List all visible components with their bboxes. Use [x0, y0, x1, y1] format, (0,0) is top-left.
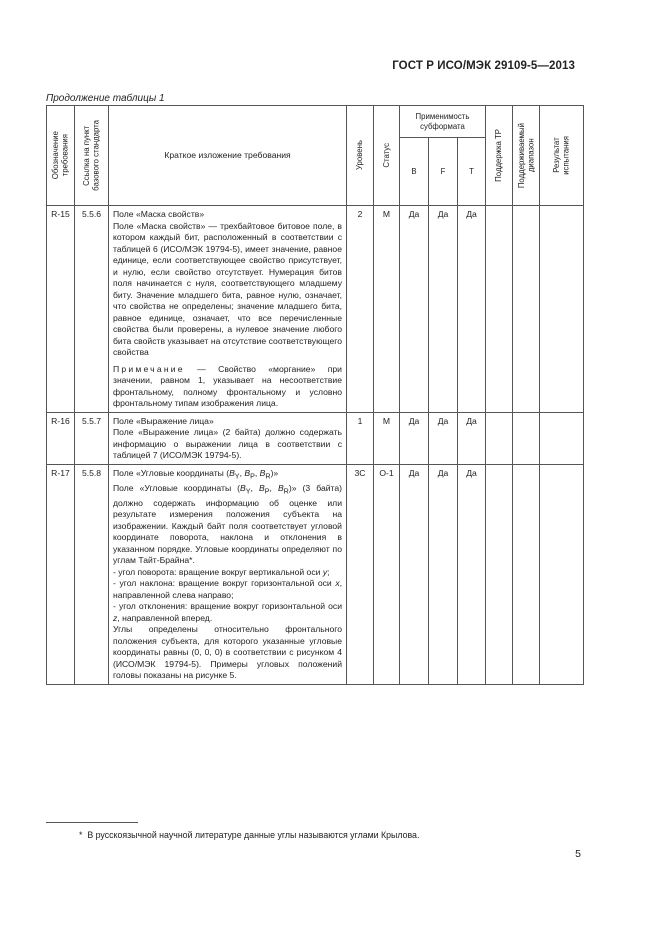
row-title: Поле «Угловые координаты ($B_Y$, $B_P$, $B_R$)»	[113, 467, 279, 481]
col-header-supported-range: Поддерживаемый диапазон	[513, 106, 540, 206]
row-result	[540, 412, 584, 464]
row-note	[113, 364, 342, 410]
row-t: Да	[458, 206, 486, 413]
row-level: 3С	[347, 464, 374, 684]
list-item: - угол наклона: вращение вокруг горизонтальной оси x, направленной слева направо;	[113, 578, 342, 600]
row-id: R-16	[47, 412, 75, 464]
row-summary	[109, 206, 347, 413]
row-tp-support	[486, 464, 513, 684]
list-item: - угол отклонения: вращение вокруг горизонтальной оси z, направленной вперед.	[113, 601, 342, 623]
col-header-summary: Краткое изложение требования	[109, 106, 347, 206]
row-status: M	[374, 412, 400, 464]
row-f: Да	[429, 206, 458, 413]
row-level: 1	[347, 412, 374, 464]
row-status: M	[374, 206, 400, 413]
row-level: 2	[347, 206, 374, 413]
row-text: Поле «Маска свойств» — трехбайтовое битовое поле, в котором каждый бит, расположенный в соответствии с таблицей 6 (ИСО/МЭК 19794-5), имеет значение, равное единице, если соответствующее свойство присутствует, и нулю, если свойство отсутствует. Нумерация битов поля начинается с нуля, соответствующего младшему биту. Значение младшего бита, равное нулю, означает, что свойства не определены; значение младшего бита, равное единице, означает, что все перечисленные свойства были проверены, а нулевое значение любого бита свойств указывает на отсутствие соответствующего свойства	[113, 220, 342, 357]
row-range	[513, 206, 540, 413]
row-f: Да	[429, 464, 458, 684]
row-tail: Углы определены относительно фронтального положения субъекта, для которого указанные угловые координаты равны (0, 0, 0) в соответствии с рисунком 4 (ИСО/МЭК 19794-5). Примеры угловых положений головы показаны на рисунке 5.	[113, 624, 342, 681]
row-f: Да	[429, 412, 458, 464]
row-range	[513, 412, 540, 464]
col-header-sub-f: F	[429, 138, 458, 206]
row-tp-support	[486, 206, 513, 413]
row-b: Да	[400, 464, 429, 684]
table-row	[47, 412, 584, 464]
row-tp-support	[486, 412, 513, 464]
row-status: О-1	[374, 464, 400, 684]
row-id: R-15	[47, 206, 75, 413]
row-title: Поле «Маска свойств»	[113, 209, 205, 219]
row-b: Да	[400, 206, 429, 413]
col-header-reference: Ссылка на пункт базового стандарта	[75, 106, 109, 206]
col-header-test-result: Результат испытания	[540, 106, 584, 206]
row-result	[540, 206, 584, 413]
footnote-divider	[46, 822, 138, 823]
row-b: Да	[400, 412, 429, 464]
standard-code: ГОСТ Р ИСО/МЭК 29109-5—2013	[392, 60, 575, 72]
row-summary	[109, 464, 347, 684]
footnote-marker: *	[79, 830, 83, 840]
note-text: — Свойство «моргание» при значении, равном 1, указывает на несоответствие фронтальному, полному фронтальному и условно фронтальному типам изображения лица.	[113, 363, 342, 408]
list-item: - угол поворота: вращение вокруг вертикальной оси y;	[113, 566, 330, 577]
footnote-text: В русскоязычной научной литературе данные углы называются углами Крылова.	[87, 830, 420, 840]
col-header-level: Уровень	[347, 106, 374, 206]
col-header-tp-support: Поддержка ТР	[486, 106, 513, 206]
row-range	[513, 464, 540, 684]
page-number: 5	[575, 848, 581, 860]
row-id: R-17	[47, 464, 75, 684]
row-summary	[109, 412, 347, 464]
row-t: Да	[458, 464, 486, 684]
row-ref: 5.5.8	[75, 464, 109, 684]
row-result	[540, 464, 584, 684]
row-text: Поле «Угловые координаты ($B_Y$, $B_P$, $B_R$)» (3 байта) должно содержать информацию об оценке или результате измерения положения субъекта на изображении. Каждый байт поля соответствует угловой координате поворота, наклона и отклонения в указанном порядке. Угловые координаты определяют по углам Тайт-Брайна*.	[113, 482, 342, 566]
row-t: Да	[458, 412, 486, 464]
note-label: Примечание	[113, 363, 185, 374]
col-header-status: Статус	[374, 106, 400, 206]
row-text: Поле «Выражение лица» (2 байта) должно содержать информацию о выражении лица в соответствии с таблицей 7 (ИСО/МЭК 19794-5).	[113, 427, 342, 460]
requirements-table	[46, 105, 584, 685]
footnote	[79, 830, 419, 840]
row-ref: 5.5.6	[75, 206, 109, 413]
col-header-sub-b: B	[400, 138, 429, 206]
col-header-applicability: Применимость субформата	[400, 106, 486, 138]
table-row	[47, 206, 584, 413]
row-title: Поле «Выражение лица»	[113, 415, 214, 426]
col-header-designation: Обозначение требования	[47, 106, 75, 206]
col-header-sub-t: T	[458, 138, 486, 206]
row-ref: 5.5.7	[75, 412, 109, 464]
table-row	[47, 464, 584, 684]
table-continuation-label: Продолжение таблицы 1	[46, 93, 165, 104]
